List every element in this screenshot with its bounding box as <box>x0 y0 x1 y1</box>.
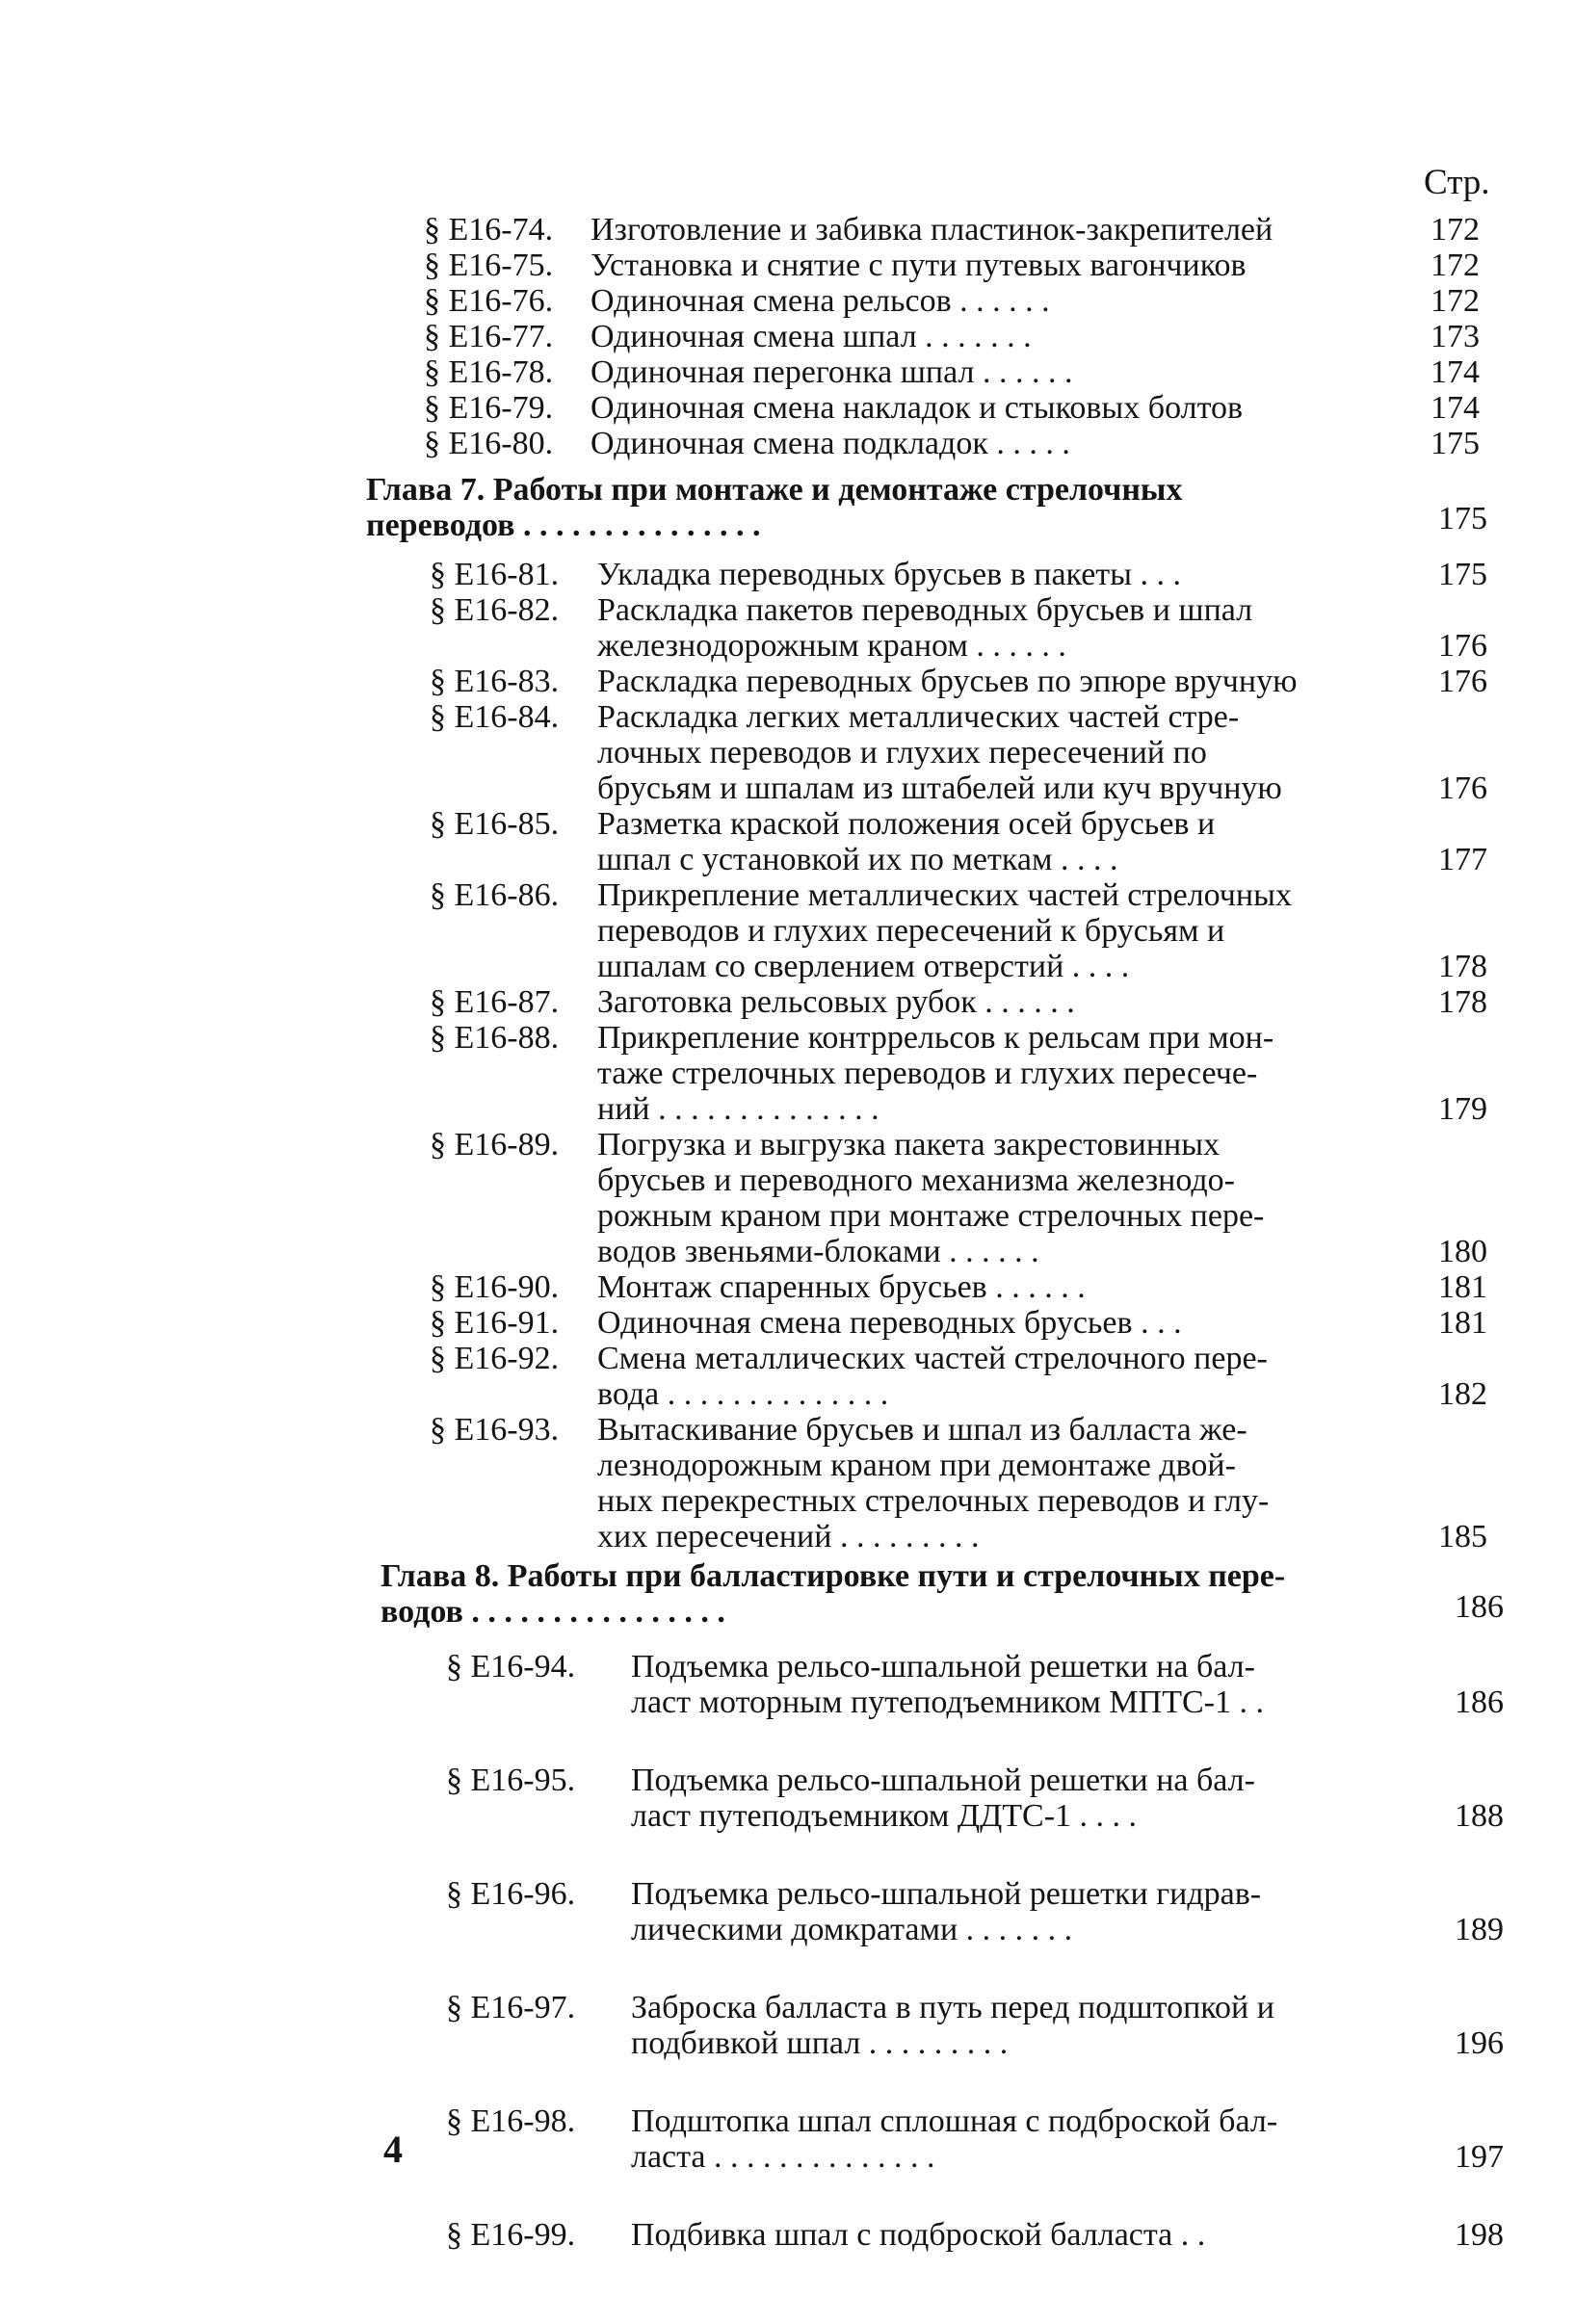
entry-title-line: Подъемка рельсо-шпальной решетки гидрав- <box>631 1876 1262 1912</box>
entry-title-line: Разметка краской положения осей брусьев и <box>597 806 1216 842</box>
entry-title-line: Заготовка рельсовых рубок . . . . . . <box>597 984 1075 1020</box>
toc-entry <box>0 2103 1541 2175</box>
section-number: § Е16-95. <box>446 1763 576 1798</box>
entry-title-line: вода . . . . . . . . . . . . . . <box>597 1376 889 1412</box>
entry-title-line: таже стрелочных переводов и глухих пересече- <box>597 1056 1258 1091</box>
entry-title-line: Одиночная смена переводных брусьев . . . <box>597 1305 1182 1341</box>
entry-title-line: Подъемка рельсо-шпальной решетки на бал- <box>631 1763 1255 1798</box>
entry-title-line: Погрузка и выгрузка пакета закрестовинных <box>597 1127 1221 1162</box>
page-ref: 175 <box>1431 426 1480 461</box>
toc-entry <box>0 1649 1541 1720</box>
chapter-8-title-line-1: Глава 8. Работы при балластировке пути и стрелочных пере- <box>381 1558 1286 1594</box>
section-number: § Е16-81. <box>430 557 560 592</box>
entry-title-line: Одиночная перегонка шпал . . . . . . <box>591 354 1073 390</box>
toc-entry <box>0 557 1541 592</box>
page-number: 4 <box>383 2128 403 2171</box>
entry-title-line: ний . . . . . . . . . . . . . . <box>597 1091 879 1127</box>
toc-entry <box>0 1990 1541 2061</box>
entry-title-line: ных перекрестных стрелочных переводов и глу- <box>597 1483 1270 1519</box>
toc-entry <box>0 1341 1541 1412</box>
entry-title-line: переводов и глухих пересечений к брусьям и <box>597 913 1225 949</box>
page-ref: 176 <box>1438 770 1487 806</box>
section-number: § Е16-88. <box>430 1020 560 1056</box>
entry-title-line: Раскладка переводных брусьев по эпюре вручную <box>597 664 1298 699</box>
page-ref: 185 <box>1438 1519 1487 1554</box>
toc-entry <box>0 2217 1541 2253</box>
entry-title-line: Установка и снятие с пути путевых вагончиков <box>591 248 1247 283</box>
section-number: § Е16-87. <box>430 984 560 1020</box>
toc-entry <box>0 1269 1541 1305</box>
entry-title-line: лическими домкратами . . . . . . . <box>631 1912 1073 1947</box>
entry-title-line: Одиночная смена шпал . . . . . . . <box>591 319 1032 354</box>
section-number: § Е16-98. <box>446 2103 576 2139</box>
page-column-header: Стр. <box>1424 163 1490 202</box>
entry-title-line: Раскладка пакетов переводных брусьев и шпал <box>597 592 1253 628</box>
entry-title-line: Укладка переводных брусьев в пакеты . . . <box>597 557 1182 592</box>
toc-entry <box>0 806 1541 877</box>
entry-title-line: Вытаскивание брусьев и шпал из балласта же- <box>597 1412 1247 1448</box>
page-ref: 176 <box>1438 628 1487 664</box>
entry-title-line: водов звеньями-блоками . . . . . . <box>597 1234 1039 1269</box>
toc-entry <box>0 877 1541 984</box>
section-number: § Е16-82. <box>430 592 560 628</box>
section-number: § Е16-86. <box>430 877 560 913</box>
page-ref: 188 <box>1455 1798 1504 1834</box>
toc-entry <box>0 592 1541 664</box>
section-number: § Е16-75. <box>424 248 554 283</box>
entry-title-line: Монтаж спаренных брусьев . . . . . . <box>597 1269 1086 1305</box>
section-number: § Е16-84. <box>430 699 560 735</box>
page-ref: 189 <box>1455 1912 1504 1947</box>
page-ref: 181 <box>1438 1305 1487 1341</box>
toc-entry <box>0 283 1541 319</box>
section-number: § Е16-80. <box>424 426 554 461</box>
entry-title-line: Прикрепление контррельсов к рельсам при мон- <box>597 1020 1274 1056</box>
page-ref: 177 <box>1438 842 1487 877</box>
entry-title-line: ласт моторным путеподъемником МПТС-1 . . <box>631 1684 1264 1720</box>
section-number: § Е16-77. <box>424 319 554 354</box>
page-ref: 179 <box>1438 1091 1487 1127</box>
page-ref: 178 <box>1438 949 1487 984</box>
entry-title-line: железнодорожным краном . . . . . . <box>597 628 1066 664</box>
page-ref: 176 <box>1438 664 1487 699</box>
section-number: § Е16-79. <box>424 390 554 426</box>
page-ref: 180 <box>1438 1234 1487 1269</box>
page-ref: 198 <box>1455 2217 1504 2253</box>
entry-title-line: ласта . . . . . . . . . . . . . . <box>631 2139 935 2175</box>
entry-title-line: Подъемка рельсо-шпальной решетки на бал- <box>631 1649 1255 1684</box>
entry-title-line: Подбивка шпал с подброской балласта . . <box>631 2217 1206 2253</box>
toc-entry <box>0 354 1541 390</box>
section-number: § Е16-99. <box>446 2217 576 2253</box>
page-ref: 173 <box>1431 319 1480 354</box>
toc-entry <box>0 984 1541 1020</box>
chapter-7-title-line-2: переводов . . . . . . . . . . . . . . . <box>366 508 761 543</box>
section-number: § Е16-93. <box>430 1412 560 1448</box>
entry-title-line: шпалам со сверлением отверстий . . . . <box>597 949 1130 984</box>
entry-title-line: шпал с установкой их по меткам . . . . <box>597 842 1118 877</box>
entry-title-line: Прикрепление металлических частей стрелочных <box>597 877 1292 913</box>
entry-title-line: рожным краном при монтаже стрелочных пере- <box>597 1198 1265 1234</box>
entry-title-line: Одиночная смена накладок и стыковых болтов <box>591 390 1244 426</box>
toc-entry <box>0 248 1541 283</box>
entry-title-line: Смена металлических частей стрелочного пере- <box>597 1341 1268 1376</box>
page-ref: 174 <box>1431 390 1480 426</box>
page-ref: 174 <box>1431 354 1480 390</box>
page-ref: 172 <box>1431 283 1480 319</box>
page-ref: 172 <box>1431 248 1480 283</box>
entry-title-line: Одиночная смена подкладок . . . . . <box>591 426 1070 461</box>
toc-entry <box>0 699 1541 806</box>
entry-title-line: брусьев и переводного механизма железнодо- <box>597 1162 1235 1198</box>
section-number: § Е16-83. <box>430 664 560 699</box>
toc-entry <box>0 426 1541 461</box>
page-ref: 181 <box>1438 1269 1487 1305</box>
toc-entry <box>0 1305 1541 1341</box>
chapter-8-page: 186 <box>1455 1589 1504 1625</box>
section-number: § Е16-91. <box>430 1305 560 1341</box>
entry-title-line: Изготовление и забивка пластинок-закрепителей <box>591 212 1273 248</box>
page-ref: 186 <box>1455 1684 1504 1720</box>
section-number: § Е16-92. <box>430 1341 560 1376</box>
section-number: § Е16-85. <box>430 806 560 842</box>
page-ref: 196 <box>1455 2025 1504 2061</box>
toc-entry <box>0 1020 1541 1127</box>
section-number: § Е16-96. <box>446 1876 576 1912</box>
section-number: § Е16-74. <box>424 212 554 248</box>
toc-entry <box>0 1127 1541 1269</box>
toc-entry <box>0 1763 1541 1834</box>
toc-entry <box>0 1412 1541 1554</box>
section-number: § Е16-90. <box>430 1269 560 1305</box>
section-number: § Е16-97. <box>446 1990 576 2025</box>
entry-title-line: брусьям и шпалам из штабелей или куч вручную <box>597 770 1282 806</box>
entry-title-line: хих пересечений . . . . . . . . . <box>597 1519 980 1554</box>
toc-entry <box>0 319 1541 354</box>
page-ref: 182 <box>1438 1376 1487 1412</box>
page-ref: 197 <box>1455 2139 1504 2175</box>
section-number: § Е16-78. <box>424 354 554 390</box>
toc-entry <box>0 664 1541 699</box>
entry-title-line: Заброска балласта в путь перед подштопкой и <box>631 1990 1274 2025</box>
toc-entry <box>0 1876 1541 1947</box>
entry-title-line: Раскладка легких металлических частей стре- <box>597 699 1240 735</box>
section-number: § Е16-89. <box>430 1127 560 1162</box>
entry-title-line: Одиночная смена рельсов . . . . . . <box>591 283 1050 319</box>
chapter-7-title-line-1: Глава 7. Работы при монтаже и демонтаже стрелочных <box>366 472 1183 508</box>
entry-title-line: подбивкой шпал . . . . . . . . . <box>631 2025 1009 2061</box>
entry-title-line: лезнодорожным краном при демонтаже двой- <box>597 1448 1236 1483</box>
toc-entry <box>0 390 1541 426</box>
chapter-8-title-line-2: водов . . . . . . . . . . . . . . . . <box>381 1594 725 1630</box>
page-ref: 178 <box>1438 984 1487 1020</box>
entry-title-line: ласт путеподъемником ДДТС-1 . . . . <box>631 1798 1138 1834</box>
section-number: § Е16-94. <box>446 1649 576 1684</box>
toc-entry <box>0 212 1541 248</box>
entry-title-line: Подштопка шпал сплошная с подброской бал- <box>631 2103 1278 2139</box>
page-ref: 175 <box>1438 557 1487 592</box>
page-ref: 172 <box>1431 212 1480 248</box>
entry-title-line: лочных переводов и глухих пересечений по <box>597 735 1207 770</box>
chapter-7-page: 175 <box>1438 501 1487 536</box>
section-number: § Е16-76. <box>424 283 554 319</box>
